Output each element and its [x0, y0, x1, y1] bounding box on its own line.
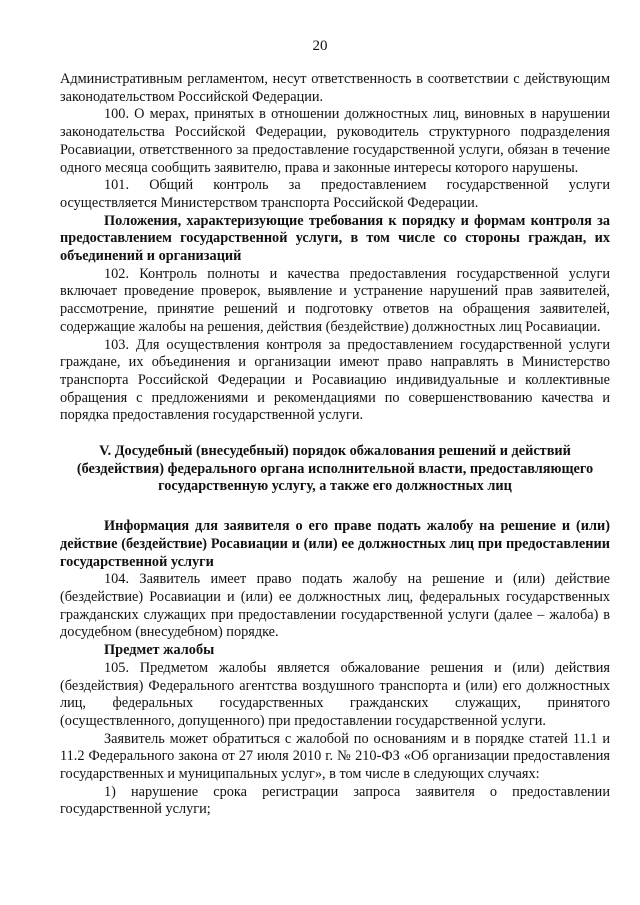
list-item-1: 1) нарушение срока регистрации запроса заявителя о предоставлении государственной услуги; [60, 783, 610, 818]
paragraph: Заявитель может обратиться с жалобой по основаниям и в порядке статей 11.1 и 11.2 Федерального закона от 27 июля 2010 г. № 210-ФЗ «Об организации предоставления государственных и муниципальных услуг», в том числе в следующих случаях: [60, 730, 610, 783]
paragraph-100: 100. О мерах, принятых в отношении должностных лиц, виновных в нарушении законодательства Российской Федерации, руководитель структурного подразделения Росавиации, ответственного за предоставление государственной услуги, обязан в течение одного месяца сообщить заявителю, права и законные интересы которого нарушены. [60, 106, 610, 176]
subsection-heading-complaint-info: Информация для заявителя о его праве подать жалобу на решение и (или) действие (бездействие) Росавиации и (или) ее должностных лиц при предоставлении государственной услуги [60, 518, 610, 570]
page-number: 20 [312, 38, 328, 54]
paragraph: Административным регламентом, несут ответственность в соответствии с действующим законодательством Российской Федерации. [60, 71, 610, 105]
subsection-heading-control: Положения, характеризующие требования к порядку и формам контроля за предоставлением государственной услуги, в том числе со стороны граждан, их объединений и организаций [60, 212, 610, 265]
paragraph-104: 104. Заявитель имеет право подать жалобу на решение и (или) действие (бездействие) Росавиации и (или) ее должностных лиц, федеральных государственных гражданских служащих при предоставлении государственной услуги (далее – жалоба) в досудебном (внесудебном) порядке. [60, 571, 610, 641]
paragraph-102: 102. Контроль полноты и качества предоставления государственной услуги включает проведение проверок, выявление и устранение нарушений прав заявителей, рассмотрение, принятие решений и подготовку ответов на обращения заявителей, содержащие жалобы на решения, действия (бездействие) должностных лиц Росавиации. [60, 265, 610, 335]
paragraph-105: 105. Предметом жалобы является обжалование решения и (или) действия (бездействия) Федерального агентства воздушного транспорта и (или) его должностных лиц, федеральных государственных гражданских служащих, принятого (осуществленного, допущенного) при предоставлении государственной услуги. [60, 659, 610, 729]
paragraph-101: 101. Общий контроль за предоставлением государственной услуги осуществляется Министерством транспорта Российской Федерации. [60, 177, 610, 211]
document-body [60, 71, 610, 819]
section-heading-v: V. Досудебный (внесудебный) порядок обжалования решений и действий (бездействия) федерального органа исполнительной власти, предоставляющего государственную услугу, а также его должностных лиц [76, 443, 594, 495]
paragraph-103: 103. Для осуществления контроля за предоставлением государственной услуги граждане, их объединения и организации имеют право направлять в Министерство транспорта Российской Федерации и Росавиацию индивидуальные и коллективные обращения с предложениями и рекомендациями по совершенствованию качества и порядка предоставления государственной услуги. [60, 336, 610, 424]
subsection-heading-subject: Предмет жалобы [104, 642, 215, 659]
